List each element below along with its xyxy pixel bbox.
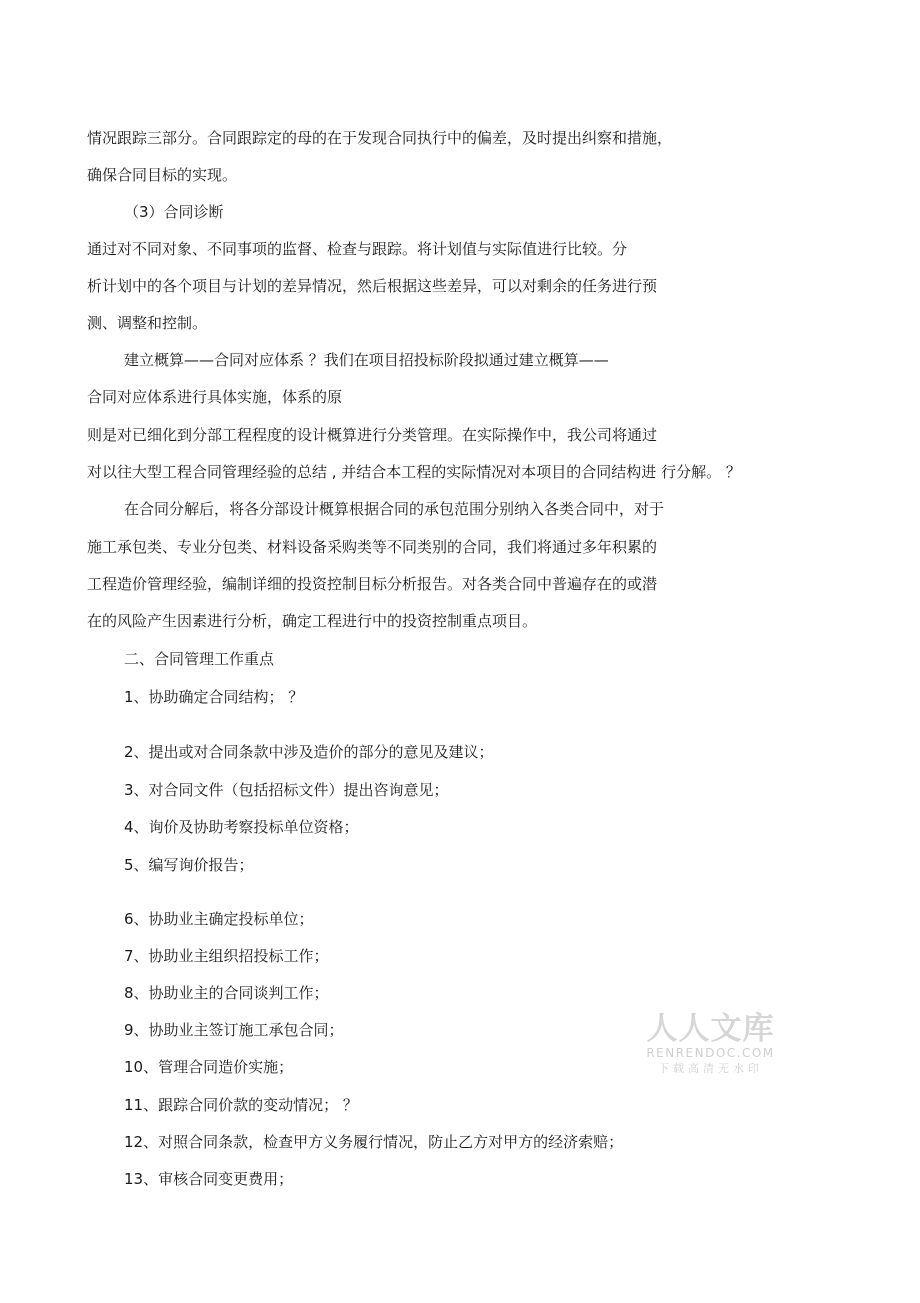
paragraph-line: 通过对不同对象、不同事项的监督、检查与跟踪。将计划值与实际值进行比较。分 xyxy=(87,240,628,258)
list-item: 8、协助业主的合同谈判工作； xyxy=(124,984,329,1002)
list-item: 3、对合同文件（包括招标文件）提出咨询意见； xyxy=(124,781,449,799)
paragraph-line: 工程造价管理经验，编制详细的投资控制目标分析报告。对各类合同中普遍存在的或潜 xyxy=(87,575,658,593)
list-item: 5、编写询价报告； xyxy=(124,856,254,874)
list-item: 1、协助确定合同结构； ？ xyxy=(124,688,304,706)
list-item: 6、协助业主确定投标单位； xyxy=(124,910,314,928)
paragraph-line: 在合同分解后，将各分部设计概算根据合同的承包范围分别纳入各类合同中，对于 xyxy=(124,500,665,518)
paragraph-line: 在的风险产生因素进行分析，确定工程进行中的投资控制重点项目。 xyxy=(87,612,538,630)
list-item: 4、询价及协助考察投标单位资格； xyxy=(124,818,359,836)
section-heading: 二、合同管理工作重点 xyxy=(124,650,275,668)
list-item: 11、跟踪合同价款的变动情况； ？ xyxy=(124,1096,358,1114)
list-item: 12、对照合同条款，检查甲方义务履行情况，防止乙方对甲方的经济索赔； xyxy=(124,1133,624,1151)
list-item: 9、协助业主签订施工承包合同； xyxy=(124,1021,344,1039)
paragraph-line: 合同对应体系进行具体实施，体系的原 xyxy=(87,388,343,406)
paragraph-line: 情况跟踪三部分。合同跟踪定的母的在于发现合同执行中的偏差，及时提出纠察和措施， xyxy=(87,129,673,147)
list-item: 10、管理合同造价实施； xyxy=(124,1058,294,1076)
paragraph-line: 测、调整和控制。 xyxy=(87,314,208,332)
paragraph-line: 确保合同目标的实现。 xyxy=(87,166,238,184)
paragraph-line: 施工承包类、专业分包类、材料设备采购类等不同类别的合同，我们将通过多年积累的 xyxy=(87,538,658,556)
list-item: 7、协助业主组织招投标工作； xyxy=(124,947,329,965)
watermark-title: 人人文库 xyxy=(646,1011,775,1047)
watermark-logo xyxy=(638,1012,783,1076)
paragraph-line: 建立概算——合同对应体系 ？我们在项目招投标阶段拟通过建立概算—— xyxy=(124,351,609,369)
list-item: 2、提出或对合同条款中涉及造价的部分的意见及建议； xyxy=(124,743,494,761)
section-heading: （3）合同诊断 xyxy=(124,203,224,221)
watermark-url: RENRENDOC.COM xyxy=(646,1046,775,1060)
list-item: 13、审核合同变更费用； xyxy=(124,1170,294,1188)
paragraph-line: 则是对已细化到分部工程程度的设计概算进行分类管理。在实际操作中，我公司将通过 xyxy=(87,426,658,444)
paragraph-line: 析计划中的各个项目与计划的差异情况，然后根据这些差异，可以对剩余的任务进行预 xyxy=(87,277,658,295)
paragraph-line: 对以往大型工程合同管理经验的总结 , 并结合本工程的实际情况对本项目的合同结构进 行分解。 ？ xyxy=(87,463,741,481)
watermark-subtitle: 下载高清无水印 xyxy=(658,1062,763,1075)
